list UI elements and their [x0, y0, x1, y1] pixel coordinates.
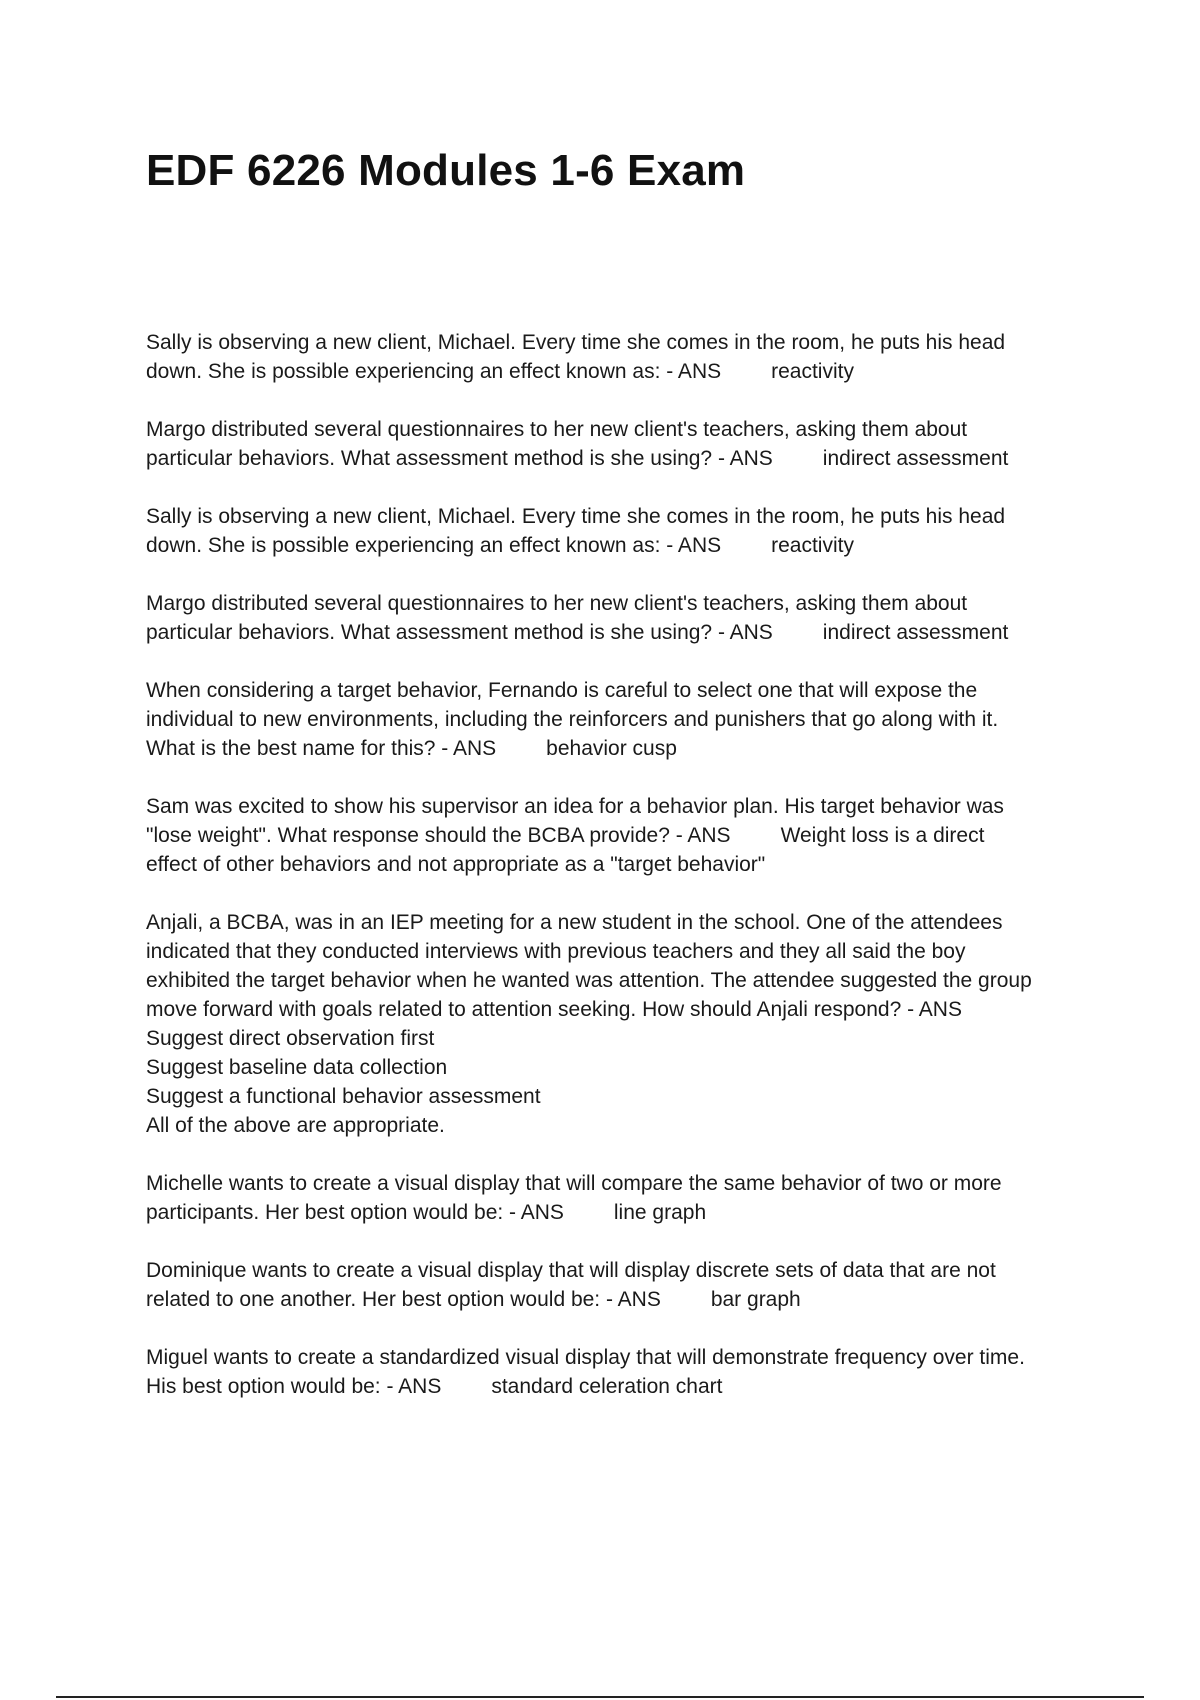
qa-item [146, 1169, 1086, 1227]
answer-text: reactivity [771, 360, 854, 383]
qa-line [146, 676, 1086, 705]
answer-text: indirect assessment [822, 621, 1009, 644]
qa-item [146, 1256, 1086, 1314]
qa-line [146, 531, 1086, 560]
question-text: down. She is possible experiencing an effect known as: - ANS [146, 360, 722, 383]
qa-item [146, 908, 1086, 1140]
question-text: effect of other behaviors and not appropriate as a "target behavior" [146, 853, 766, 876]
question-text: All of the above are appropriate. [146, 1114, 445, 1137]
qa-line [146, 1285, 1086, 1314]
qa-line [146, 502, 1086, 531]
answer-text: bar graph [710, 1288, 801, 1311]
question-text: Sally is observing a new client, Michael. Every time she comes in the room, he puts his head [146, 505, 1006, 528]
footer-divider [56, 1696, 1144, 1698]
question-text: Sam was excited to show his supervisor an idea for a behavior plan. His target behavior was [146, 795, 1004, 818]
question-text: indicated that they conducted interviews with previous teachers and they all said the boy [146, 940, 966, 963]
question-text: Dominique wants to create a visual display that will display discrete sets of data that are not [146, 1259, 996, 1282]
qa-line [146, 328, 1086, 357]
answer-text: line graph [613, 1201, 707, 1224]
qa-line [146, 937, 1086, 966]
qa-item [146, 328, 1086, 386]
question-text: Sally is observing a new client, Michael. Every time she comes in the room, he puts his head [146, 331, 1006, 354]
question-text: Suggest baseline data collection [146, 1056, 448, 1079]
qa-line [146, 821, 1086, 850]
qa-line [146, 415, 1086, 444]
qa-line [146, 589, 1086, 618]
question-text: Miguel wants to create a standardized visual display that will demonstrate frequency over time. [146, 1346, 1025, 1369]
question-text: particular behaviors. What assessment method is she using? - ANS [146, 447, 773, 470]
question-text: Margo distributed several questionnaires to her new client's teachers, asking them about [146, 592, 968, 615]
qa-item [146, 676, 1086, 763]
answer-text: behavior cusp [546, 737, 677, 760]
qa-line [146, 705, 1086, 734]
qa-line [146, 995, 1086, 1024]
qa-line [146, 1198, 1086, 1227]
question-text: When considering a target behavior, Fernando is careful to select one that will expose the [146, 679, 978, 702]
question-text: Michelle wants to create a visual display that will compare the same behavior of two or more [146, 1172, 1002, 1195]
question-text: particular behaviors. What assessment method is she using? - ANS [146, 621, 773, 644]
qa-line [146, 1256, 1086, 1285]
qa-line [146, 908, 1086, 937]
qa-line [146, 1169, 1086, 1198]
qa-item [146, 502, 1086, 560]
qa-item [146, 589, 1086, 647]
qa-line [146, 357, 1086, 386]
question-text: related to one another. Her best option would be: - ANS [146, 1288, 661, 1311]
question-text: Suggest a functional behavior assessment [146, 1085, 541, 1108]
qa-line [146, 792, 1086, 821]
answer-text: standard celeration chart [491, 1375, 723, 1398]
question-text: Anjali, a BCBA, was in an IEP meeting for a new student in the school. One of the attendees [146, 911, 1003, 934]
qa-line [146, 1053, 1086, 1082]
question-text: Suggest direct observation first [146, 1027, 435, 1050]
question-text: "lose weight". What response should the BCBA provide? - ANS [146, 824, 731, 847]
answer-text: Weight loss is a direct [780, 824, 985, 847]
qa-line [146, 966, 1086, 995]
qa-item [146, 1343, 1086, 1401]
document-title: EDF 6226 Modules 1-6 Exam [146, 146, 746, 195]
qa-item [146, 792, 1086, 879]
qa-line [146, 1343, 1086, 1372]
qa-line [146, 734, 1086, 763]
question-text: down. She is possible experiencing an effect known as: - ANS [146, 534, 722, 557]
answer-text: indirect assessment [822, 447, 1009, 470]
question-text: move forward with goals related to attention seeking. How should Anjali respond? - ANS [146, 998, 962, 1021]
qa-line [146, 1082, 1086, 1111]
qa-line [146, 1024, 1086, 1053]
question-text: participants. Her best option would be: - ANS [146, 1201, 564, 1224]
question-text: exhibited the target behavior when he wanted was attention. The attendee suggested the group [146, 969, 1032, 992]
qa-item [146, 415, 1086, 473]
question-text: What is the best name for this? - ANS [146, 737, 497, 760]
qa-line [146, 618, 1086, 647]
question-text: His best option would be: - ANS [146, 1375, 442, 1398]
qa-line [146, 444, 1086, 473]
question-text: Margo distributed several questionnaires to her new client's teachers, asking them about [146, 418, 968, 441]
question-text: individual to new environments, including the reinforcers and punishers that go along with it. [146, 708, 999, 731]
qa-line [146, 1111, 1086, 1140]
qa-line [146, 1372, 1086, 1401]
qa-list [146, 328, 1086, 1430]
qa-line [146, 850, 1086, 879]
answer-text: reactivity [771, 534, 854, 557]
